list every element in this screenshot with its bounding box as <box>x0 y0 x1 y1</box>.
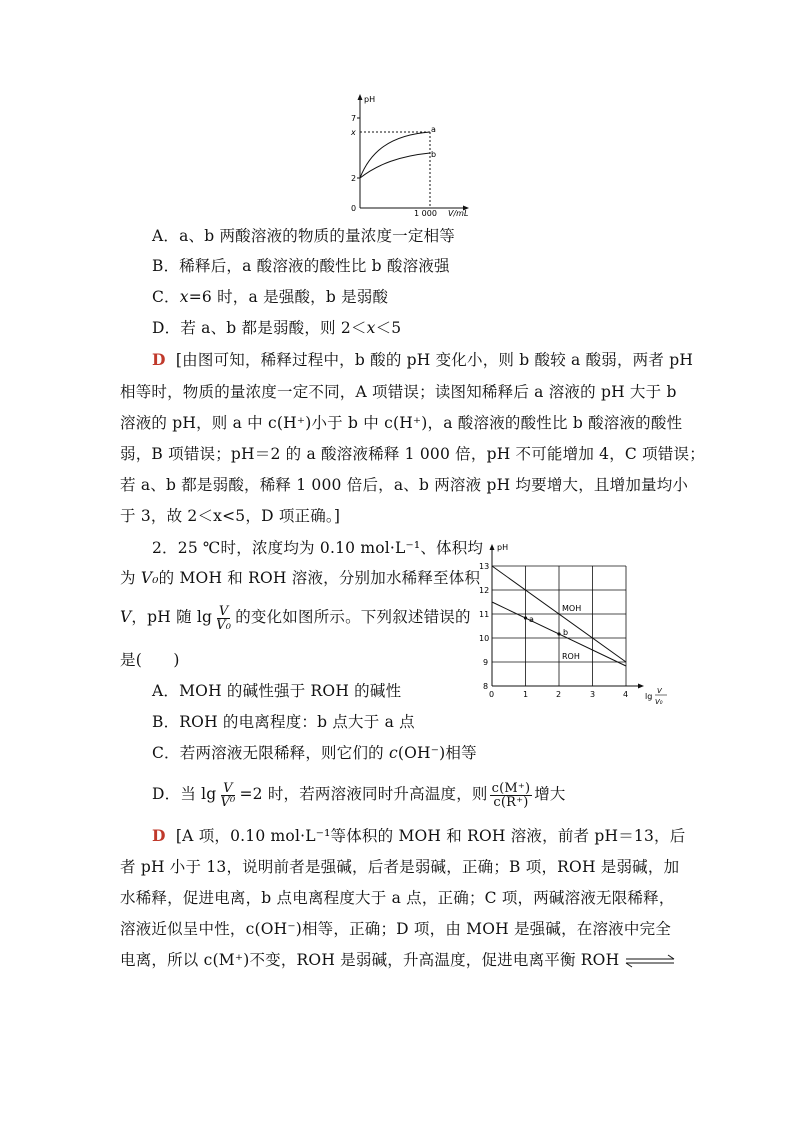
equilibrium-arrow-icon <box>624 954 676 968</box>
q1-option-d <box>152 318 401 338</box>
q1-xtick-1000: 1 000 <box>414 209 437 218</box>
q1-option-d-var: x <box>366 319 376 337</box>
q2-option-d-frac-den: V⁰ <box>220 794 236 810</box>
q1-curve-label-a: a <box>431 125 436 134</box>
q1-option-b: B．稀释后，a 酸溶液的酸性比 b 酸溶液强 <box>152 257 450 275</box>
q2-explanation-line-1 <box>152 826 685 846</box>
q2-stem-3b: ，pH 随 lg <box>131 608 213 626</box>
q1-y-axis-arrow <box>358 94 363 100</box>
q1-option-d-rest: ＜5 <box>375 319 402 337</box>
q2-ytick-8: 8 <box>483 682 489 691</box>
q1-option-c-rest: =6 时，a 是强酸，b 是弱酸 <box>188 288 389 306</box>
q2-option-d-rest: 增大 <box>534 785 566 803</box>
q2-line-label-moh: MOH <box>562 604 582 613</box>
q2-ytick-12: 12 <box>479 586 490 595</box>
q1-option-c-var: x <box>179 288 189 306</box>
q1-explanation-line-1 <box>152 350 693 370</box>
q1-option-d-prefix: D．若 a、b 都是弱酸，则 2＜ <box>152 319 367 337</box>
q2-option-c <box>152 743 477 763</box>
q2-ytick-9: 9 <box>483 658 489 667</box>
q2-xtick-1: 1 <box>523 690 529 699</box>
q2-point-a <box>524 616 527 619</box>
q2-option-d-frac2-num: c(M⁺) <box>491 780 531 796</box>
q1-x-axis-label: V/mL <box>448 209 469 218</box>
q2-x-axis-arrow <box>638 684 644 689</box>
q2-option-d-mid: =2 时，若两溶液同时升高温度，则 <box>239 785 488 803</box>
q1-curve-label-b: b <box>431 150 437 159</box>
q2-point-b <box>557 632 560 635</box>
q2-chart <box>475 538 675 713</box>
q2-stem-2b: 的 MOH 和 ROH 溶液，分别加水稀释至体积 <box>158 569 481 587</box>
q2-stem-line-3 <box>120 600 471 634</box>
q2-option-d-frac-num: V <box>223 780 233 796</box>
q2-y-axis-label: pH <box>497 543 509 552</box>
q1-explanation-line-6: 于 3，故 2＜x<5，D 项正确。] <box>120 507 341 525</box>
q1-explanation-line-5: 若 a、b 都是弱酸，稀释 1 000 倍后，a、b 两溶液 pH 均要增大，且增加量均小 <box>120 476 689 494</box>
q2-line-label-roh: ROH <box>562 652 580 661</box>
q2-grid <box>492 566 626 686</box>
q2-explanation-text-5: 电离，所以 c(M⁺)不变，ROH 是弱碱，升高温度，促进电离平衡 ROH <box>120 951 620 969</box>
q2-option-c-rest: (OH⁻)相等 <box>397 744 477 762</box>
q2-xtick-0: 0 <box>489 690 495 699</box>
q2-xtick-4: 4 <box>623 690 629 699</box>
q2-explanation-line-5 <box>120 950 676 970</box>
q2-answer-letter: D <box>152 826 166 845</box>
q1-explanation-line-3: 溶液的 pH，则 a 中 c(H⁺)小于 b 中 c(H⁺)，a 酸溶液的酸性比 b 酸溶液的酸性 <box>120 414 683 432</box>
q2-option-d-fraction-2 <box>490 782 533 809</box>
q2-ytick-13: 13 <box>479 562 490 571</box>
q2-explanation-line-3: 水稀释，促进电离，b 点电离程度大于 a 点，正确；C 项，两碱溶液无限稀释， <box>120 889 675 907</box>
q1-explanation-text-1: [由图可知，稀释过程中，b 酸的 pH 变化小，则 b 酸较 a 酸弱，两者 pH <box>175 351 694 369</box>
q2-explanation-text-1: [A 项，0.10 mol·L⁻¹等体积的 MOH 和 ROH 溶液，前者 pH＝13，后 <box>175 827 686 845</box>
q1-explanation-line-2: 相等时，物质的量浓度一定不同，A 项错误；读图知稀释后 a 溶液的 pH 大于 b <box>120 383 677 401</box>
q1-chart <box>330 90 490 220</box>
q1-explanation-line-4: 弱，B 项错误；pH＝2 的 a 酸溶液稀释 1 000 倍，pH 不可能增加 4，C 项错误； <box>120 445 705 463</box>
q2-option-b: B．ROH 的电离程度：b 点大于 a 点 <box>152 713 415 731</box>
q1-ytick-7: 7 <box>351 114 357 123</box>
q2-explanation-line-4: 溶液近似呈中性，c(OH⁻)相等，正确；D 项，由 MOH 是强碱，在溶液中完全 <box>120 920 671 938</box>
q2-ytick-11: 11 <box>479 610 490 619</box>
q2-stem-3c: 的变化如图所示。下列叙述错误的 <box>235 608 471 626</box>
q2-point-label-a: a <box>529 615 534 624</box>
q1-y-axis-label: pH <box>364 95 376 104</box>
q2-xtick-3: 3 <box>590 690 596 699</box>
q2-option-a: A．MOH 的碱性强于 ROH 的碱性 <box>152 682 402 700</box>
q1-answer-letter: D <box>152 350 166 369</box>
q1-ytick-2: 2 <box>351 174 357 183</box>
q2-x-axis-label-num: V <box>657 687 662 695</box>
q2-stem-frac-num: V <box>218 603 229 619</box>
q2-x-axis-label-den: V₀ <box>655 698 663 706</box>
q2-option-c-var: c <box>389 744 398 762</box>
q2-point-label-b: b <box>563 628 569 637</box>
q2-stem-line-2 <box>120 568 480 588</box>
q2-explanation-line-2: 者 pH 小于 13，说明前者是强碱，后者是弱碱，正确；B 项，ROH 是弱碱，加 <box>120 858 680 876</box>
q1-ytick-0: 0 <box>351 204 357 213</box>
q1-option-a: A．a、b 两酸溶液的物质的量浓度一定相等 <box>152 227 455 245</box>
q2-stem-fraction <box>214 605 233 632</box>
q2-x-axis-label-prefix: lg <box>645 692 653 701</box>
q2-xtick-2: 2 <box>556 690 562 699</box>
q1-ytick-x: x <box>351 128 356 137</box>
q2-option-d <box>152 776 566 812</box>
q1-option-c-prefix: C． <box>152 288 180 306</box>
q1-curve-b <box>360 153 430 178</box>
q2-option-d-frac2-den: c(R⁺) <box>493 794 529 810</box>
q2-option-d-fraction <box>218 782 237 809</box>
q2-stem-frac-den: V₀ <box>216 617 232 633</box>
q2-ytick-10: 10 <box>479 634 490 643</box>
q2-option-d-prefix: D．当 lg <box>152 785 217 803</box>
q2-stem-3a: V <box>120 608 132 626</box>
q2-stem-line-4: 是( ) <box>120 651 180 669</box>
q2-stem-line-1: 2．25 ℃时，浓度均为 0.10 mol·L⁻¹、体积均 <box>152 539 484 557</box>
q2-stem-2a: 为 <box>120 569 141 587</box>
q1-option-c <box>152 287 388 307</box>
q2-stem-2-var: V₀ <box>140 569 159 587</box>
q2-y-axis-arrow <box>490 544 495 550</box>
q2-option-c-prefix: C．若两溶液无限稀释，则它们的 <box>152 744 389 762</box>
